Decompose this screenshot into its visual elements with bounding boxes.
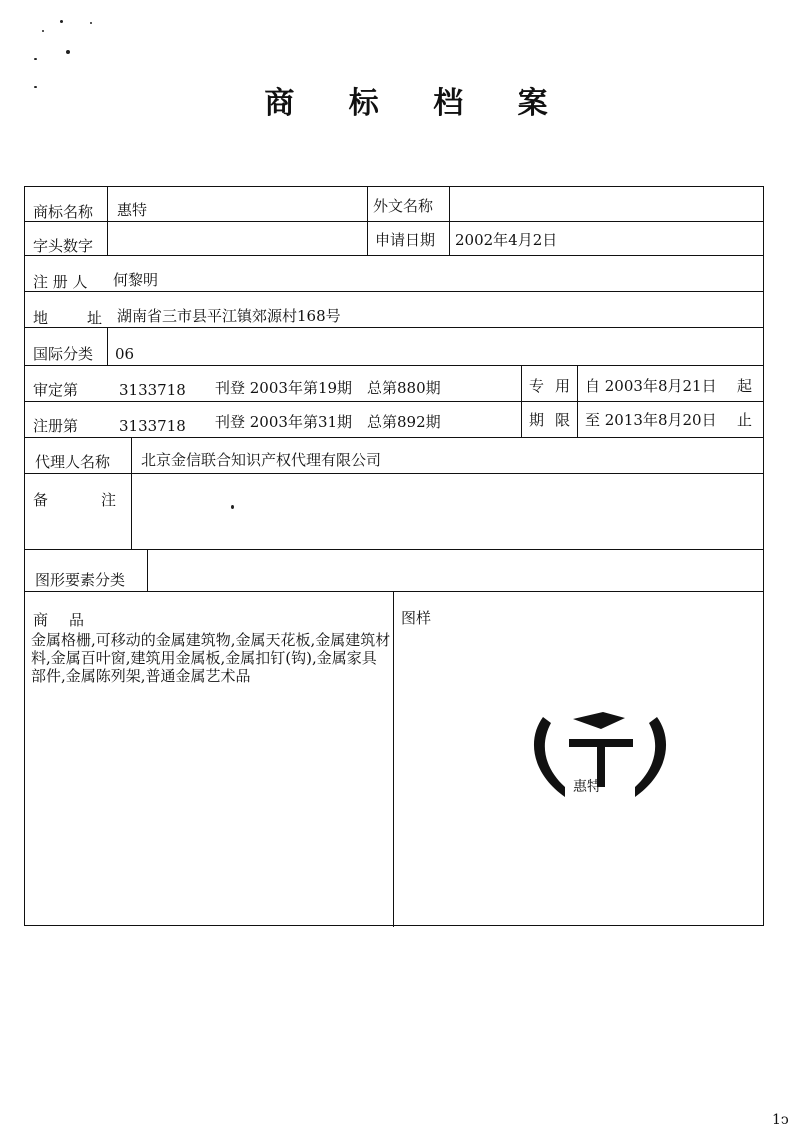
column-divider bbox=[393, 591, 394, 927]
registrant-value: 何黎明 bbox=[113, 271, 159, 289]
application-date-value: 2002年4月2日 bbox=[455, 231, 558, 249]
goods-list: 金属格栅,可移动的金属建筑物,金属天花板,金属建筑材料,金属百叶窗,建筑用金属板,金属扣钉(钩),金属家具部件,金属陈列架,普通金属艺术品 bbox=[31, 631, 391, 685]
application-date-label: 申请日期 bbox=[375, 231, 436, 249]
prefix-number-label: 字头数字 bbox=[33, 237, 94, 255]
term-label-2: 限 bbox=[555, 411, 571, 429]
examination-publication: 刊登 2003年第19期 bbox=[215, 379, 353, 397]
trademark-name-value: 惠特 bbox=[117, 201, 148, 219]
page-number: 1ↄ bbox=[772, 1112, 789, 1128]
scan-speck bbox=[34, 58, 37, 60]
image-sample-label: 图样 bbox=[401, 609, 432, 627]
period-end-suffix: 止 bbox=[737, 411, 753, 429]
agent-name-label: 代理人名称 bbox=[35, 453, 111, 471]
row-divider bbox=[25, 221, 763, 222]
examination-total-issue: 总第880期 bbox=[367, 379, 441, 397]
address-label-right: 址 bbox=[87, 309, 103, 327]
figurative-class-label: 图形要素分类 bbox=[35, 571, 126, 589]
column-divider bbox=[367, 187, 368, 255]
address-label-left: 地 bbox=[33, 309, 49, 327]
scan-speck bbox=[90, 22, 92, 24]
column-divider bbox=[107, 187, 108, 255]
column-divider bbox=[131, 437, 132, 549]
registration-label: 注册第 bbox=[33, 417, 79, 435]
row-divider bbox=[25, 591, 763, 592]
scan-speck bbox=[231, 505, 234, 509]
address-value: 湖南省三市县平江镇郊源村168号 bbox=[117, 307, 341, 325]
period-start: 自 2003年8月21日 bbox=[585, 377, 717, 395]
trademark-name-label: 商标名称 bbox=[33, 203, 94, 221]
row-divider bbox=[25, 401, 763, 402]
row-divider bbox=[25, 327, 763, 328]
column-divider bbox=[449, 187, 450, 255]
column-divider bbox=[521, 365, 522, 437]
logo-text: 惠特 bbox=[573, 779, 601, 795]
column-divider bbox=[107, 327, 108, 365]
term-label-1: 期 bbox=[529, 411, 545, 429]
period-start-suffix: 起 bbox=[737, 377, 753, 395]
agent-name-value: 北京金信联合知识产权代理有限公司 bbox=[141, 451, 382, 469]
examination-number: 3133718 bbox=[119, 381, 186, 399]
registration-total-issue: 总第892期 bbox=[367, 413, 441, 431]
scan-speck bbox=[42, 30, 44, 32]
row-divider bbox=[25, 291, 763, 292]
remarks-label-left: 备 bbox=[33, 491, 49, 509]
exclusive-label-2: 用 bbox=[555, 377, 571, 395]
row-divider bbox=[25, 365, 763, 366]
registration-number: 3133718 bbox=[119, 417, 186, 435]
page-title: 商 标 档 案 bbox=[264, 86, 570, 121]
trademark-logo-image bbox=[525, 709, 675, 805]
row-divider bbox=[25, 473, 763, 474]
examination-label: 审定第 bbox=[33, 381, 79, 399]
foreign-name-label: 外文名称 bbox=[373, 197, 434, 215]
international-class-value: 06 bbox=[115, 345, 135, 363]
row-divider bbox=[25, 549, 763, 550]
row-divider bbox=[25, 437, 763, 438]
column-divider bbox=[577, 365, 578, 437]
column-divider bbox=[147, 549, 148, 591]
row-divider bbox=[25, 255, 763, 256]
period-end: 至 2013年8月20日 bbox=[585, 411, 717, 429]
exclusive-label-1: 专 bbox=[529, 377, 545, 395]
registrant-label: 注 册 人 bbox=[33, 273, 88, 291]
goods-label-left: 商 bbox=[33, 611, 49, 629]
registration-publication: 刊登 2003年第31期 bbox=[215, 413, 353, 431]
trademark-record-table bbox=[24, 186, 764, 926]
scan-speck bbox=[60, 20, 63, 23]
goods-label-right: 品 bbox=[69, 611, 85, 629]
remarks-label-right: 注 bbox=[101, 491, 117, 509]
international-class-label: 国际分类 bbox=[33, 345, 94, 363]
scan-speck bbox=[66, 50, 70, 54]
